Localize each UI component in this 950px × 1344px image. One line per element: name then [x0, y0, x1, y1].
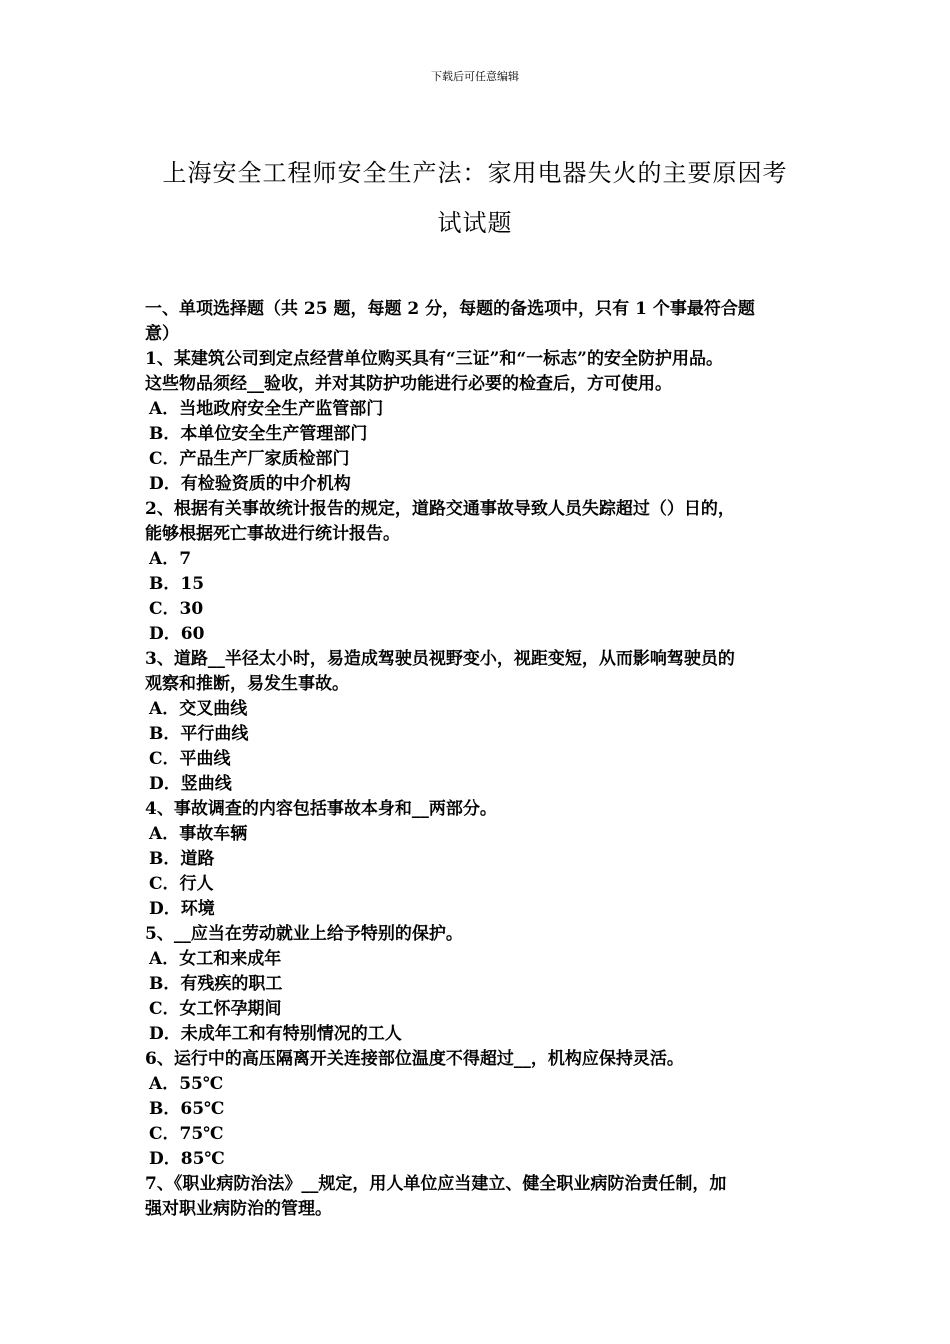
option-c: C．产品生产厂家质检部门	[149, 449, 350, 469]
option-b: B．有残疾的职工	[149, 974, 283, 994]
question-1	[145, 347, 825, 497]
option-a: A．55℃	[149, 1074, 224, 1094]
question-text: 6、运行中的高压隔离开关连接部位温度不得超过__，机构应保持灵活。	[145, 1049, 684, 1069]
question-text: 1、某建筑公司到定点经营单位购买具有“三证”和“一标志”的安全防护用品。	[145, 349, 723, 369]
option-a: A．当地政府安全生产监管部门	[149, 399, 384, 419]
question-text: 7、《职业病防治法》__规定，用人单位应当建立、健全职业病防治责任制，加	[145, 1174, 727, 1194]
option-a: A．交叉曲线	[149, 699, 248, 719]
question-text: 4、事故调查的内容包括事故本身和__两部分。	[145, 799, 497, 819]
option-d: D．85℃	[149, 1149, 225, 1169]
question-3	[145, 647, 825, 797]
question-text: 这些物品须经__验收，并对其防护功能进行必要的检查后，方可使用。	[145, 374, 672, 394]
option-c: C．平曲线	[149, 749, 231, 769]
section-heading: 一、单项选择题（共 25 题，每题 2 分，每题的备选项中，只有 1 个事最符合题	[145, 299, 755, 319]
option-c: C．30	[149, 599, 204, 619]
option-b: B．15	[149, 574, 205, 594]
option-a: A．女工和来成年	[149, 949, 282, 969]
question-2	[145, 497, 825, 647]
option-d: D．未成年工和有特别情况的工人	[149, 1024, 402, 1044]
option-d: D．有检验资质的中介机构	[149, 474, 351, 494]
page-title	[100, 148, 850, 248]
question-4	[145, 797, 825, 922]
question-7	[145, 1172, 825, 1222]
option-c: C．行人	[149, 874, 214, 894]
option-c: C．女工怀孕期间	[149, 999, 282, 1019]
question-5	[145, 922, 825, 1047]
question-text: 3、道路__半径太小时，易造成驾驶员视野变小，视距变短，从而影响驾驶员的	[145, 649, 735, 669]
option-a: A．7	[149, 549, 192, 569]
option-c: C．75℃	[149, 1124, 224, 1144]
option-a: A．事故车辆	[149, 824, 248, 844]
question-text: 能够根据死亡事故进行统计报告。	[145, 524, 400, 544]
option-d: D．60	[149, 624, 205, 644]
option-b: B．本单位安全生产管理部门	[149, 424, 368, 444]
question-text: 2、根据有关事故统计报告的规定，道路交通事故导致人员失踪超过（）日的，	[145, 499, 735, 519]
question-6	[145, 1047, 825, 1172]
question-text: 强对职业病防治的管理。	[145, 1199, 332, 1219]
title-line-2: 试试题	[437, 209, 513, 237]
title-line-1: 上海安全工程师安全生产法：家用电器失火的主要原因考	[162, 159, 788, 187]
question-text: 5、__应当在劳动就业上给予特别的保护。	[145, 924, 463, 944]
option-d: D．环境	[149, 899, 215, 919]
option-b: B．道路	[149, 849, 215, 869]
option-b: B．65℃	[149, 1099, 225, 1119]
option-b: B．平行曲线	[149, 724, 249, 744]
document-body	[145, 297, 825, 1222]
section-heading-cont: 意）	[145, 324, 179, 344]
header-note: 下载后可任意编辑	[431, 70, 519, 83]
option-d: D．竖曲线	[149, 774, 232, 794]
question-text: 观察和推断，易发生事故。	[145, 674, 349, 694]
